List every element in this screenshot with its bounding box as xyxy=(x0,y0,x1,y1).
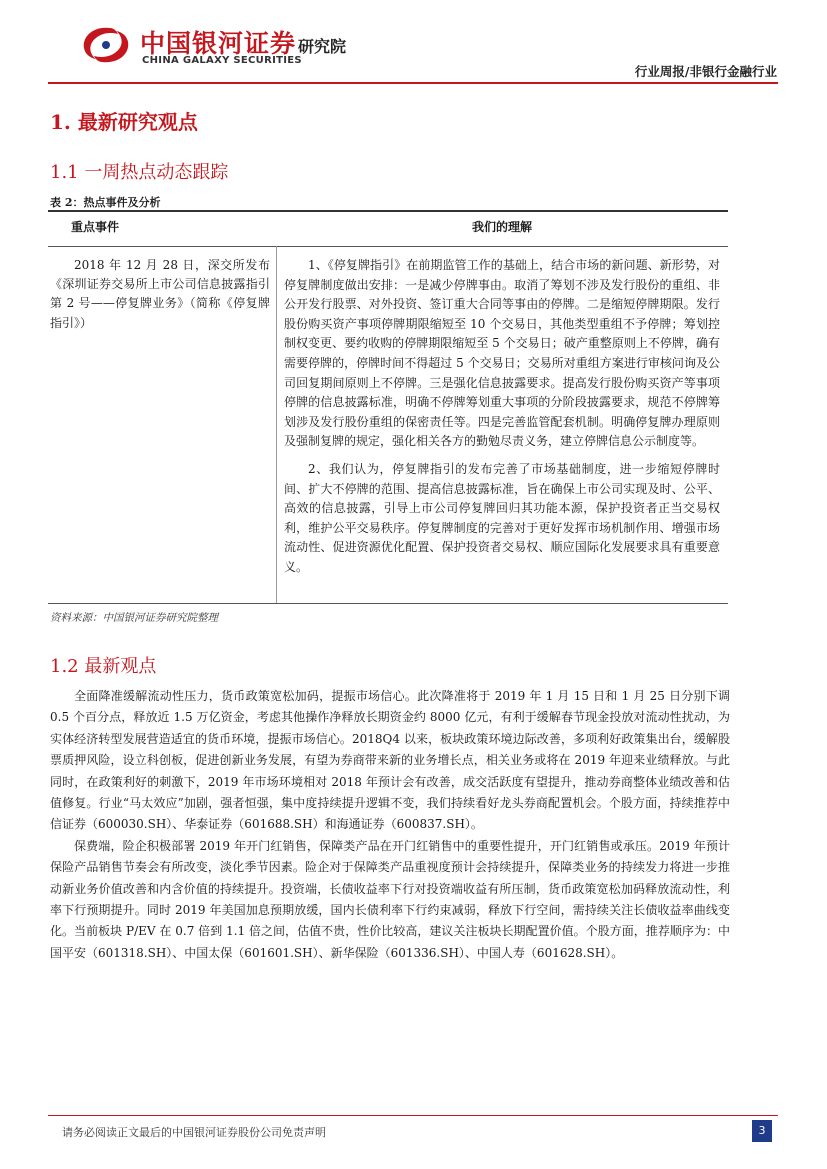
section-1-title: 1. 最新研究观点 xyxy=(50,110,198,134)
page-number: 3 xyxy=(752,1120,772,1142)
body-paragraph: 保费端，险企积极部署 2019 年开门红销售，保障类产品在开门红销售中的重要性提升，开门红销售或承压。2019 年预计保险产品销售节奏会有所改变，淡化季节因素。险企对于保障类产品重视度预计会持续提升，保障类业务的持续发力将进一步推动新业务价值改善和内含价值的持续提升。投资端，长债收益率下行对投资端收益有所压制，货币政策宽松加码释放流动性，利率下行预期提升。同时 2019 年美国加息预期放缓，国内长债利率下行约束减弱，释放下行空间，需持续关注长债收益率曲线变化。当前板块 P/EV 在 0.7 倍到 1.1 倍之间，估值不贵，性价比较高，建议关注板块长期配置价值。个股方面，推荐顺序为：中国平安（601318.SH）、中国太保（601601.SH）、新华保险（601336.SH）、中国人寿（601628.SH）。 xyxy=(50,838,730,960)
table-header-analysis: 我们的理解 xyxy=(471,220,532,234)
table-cell-event: 2018 年 12 月 28 日，深交所发布《深圳证券交易所上市公司信息披露指引第 2 号——停复牌业务》（简称《停复牌指引》） xyxy=(50,258,270,330)
footer-disclaimer: 请务必阅读正文最后的中国银河证券股份公司免责声明 xyxy=(62,1126,326,1139)
section-1-2-title: 1.2 最新观点 xyxy=(50,656,157,677)
header-divider xyxy=(48,82,778,84)
brand-name-cn: 中国银河证券 xyxy=(140,29,297,58)
report-type: 行业周报/非银行金融行业 xyxy=(634,64,777,79)
table-header-rule xyxy=(48,246,728,247)
section-1-1-title: 1.1 一周热点动态跟踪 xyxy=(50,162,229,183)
analysis-paragraph: 1、《停复牌指引》在前期监管工作的基础上，结合市场的新问题、新形势，对停复牌制度做出安排：一是减少停牌事由。取消了筹划不涉及发行股份的重组、非公开发行股票、对外投资、签订重大合同等事由的停牌。二是缩短停牌期限。发行股份购买资产事项停牌期限缩短至 10 个交易日，其他类型重组不予停牌；筹划控制权变更、要约收购的停牌期限缩短至 5 个交易日；破产重整原则上不停牌，确有需要停牌的，停牌时间不得超过 5 个交易日；交易所对重组方案进行审核问询及公司回复期间原则上不停牌。三是强化信息披露要求。提高发行股份购买资产等事项停牌的信息披露标准，明确不停牌筹划重大事项的分阶段披露要求，规范不停牌筹划涉及发行股份重组的保密责任等。四是完善监管配套机制。明确停复牌办理原则及强制复牌的规定，强化相关各方的勤勉尽责义务，建立停牌信息公示制度等。 xyxy=(284,258,720,449)
brand-institute: 研究院 xyxy=(298,37,347,56)
brand-name-en: CHINA GALAXY SECURITIES xyxy=(142,55,302,66)
footer-divider xyxy=(48,1115,778,1116)
table-top-rule xyxy=(48,210,728,212)
table-caption: 表 2：热点事件及分析 xyxy=(50,196,161,209)
body-paragraph: 全面降准缓解流动性压力，货币政策宽松加码，提振市场信心。此次降准将于 2019 年 1 月 15 日和 1 月 25 日分别下调 0.5 个百分点，释放近 1.5 万亿资金，考虑其他操作净释放长期资金约 8000 亿元，有利于缓解春节现金投放对流动性扰动，为实体经济转型发展营造适宜的货币环境，提振市场信心。2018Q4 以来，板块政策环境边际改善，多项利好政策集出台，缓解股票质押风险，设立科创板，促进创新业务发展，有望为券商带来新的业务增长点，相关业务或将在 2019 年迎来业绩释放。与此同时，在政策利好的刺激下，2019 年市场环境相对 2018 年预计会有改善，成交活跃度有望提升，推动券商整体业绩改善和估值修复。行业“马太效应”加剧，强者恒强，集中度持续提升逻辑不变，我们持续看好龙头券商配置机会。个股方面，持续推荐中信证券（600030.SH）、华泰证券（601688.SH）和海通证券（600837.SH）。 xyxy=(50,689,730,832)
latest-views-body xyxy=(50,686,730,964)
analysis-paragraph: 2、我们认为，停复牌指引的发布完善了市场基础制度，进一步缩短停牌时间、扩大不停牌的范围、提高信息披露标准，旨在确保上市公司实现及时、公平、高效的信息披露，引导上市公司停复牌回归其功能本源，保护投资者正当交易权利，维护公平交易秩序。停复牌制度的完善对于更好发挥市场机制作用、增强市场流动性、促进资源优化配置、保护投资者交易权、顺应国际化发展要求具有重要意义。 xyxy=(284,461,720,574)
table-source: 资料来源：中国银河证券研究院整理 xyxy=(50,612,218,624)
table-cell-analysis xyxy=(284,256,720,586)
table-header-event: 重点事件 xyxy=(70,220,119,234)
table-column-divider xyxy=(276,246,277,603)
galaxy-logo-icon xyxy=(80,24,132,66)
table-bottom-rule xyxy=(48,603,728,604)
